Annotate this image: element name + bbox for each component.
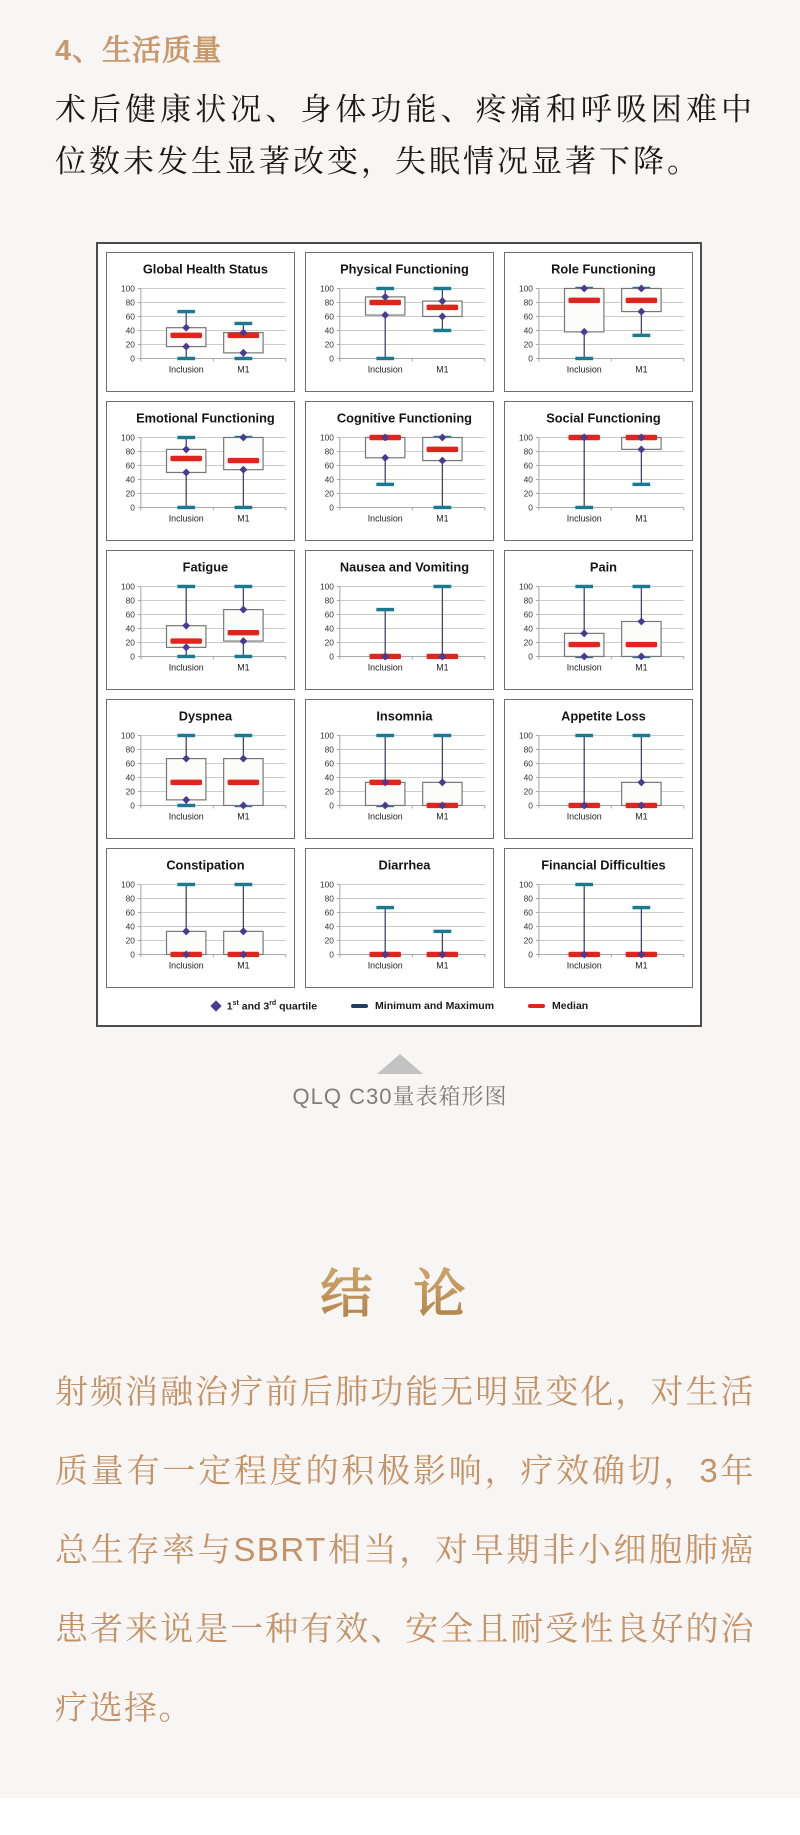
svg-text:Inclusion: Inclusion	[566, 364, 602, 375]
boxplot-svg	[306, 551, 493, 689]
svg-text:60: 60	[523, 460, 533, 471]
svg-text:Pain: Pain	[589, 559, 617, 575]
figure-caption: QLQ C30量表箱形图	[292, 1084, 508, 1109]
svg-text:Inclusion: Inclusion	[367, 364, 403, 375]
svg-text:0: 0	[528, 651, 533, 662]
svg-text:80: 80	[324, 297, 334, 308]
svg-text:M1: M1	[635, 662, 648, 673]
svg-text:0: 0	[528, 800, 533, 811]
svg-text:M1: M1	[635, 364, 648, 375]
svg-text:Inclusion: Inclusion	[566, 811, 602, 822]
panel-fatigue	[106, 550, 295, 690]
svg-text:60: 60	[125, 758, 135, 769]
svg-text:40: 40	[125, 623, 135, 634]
svg-text:60: 60	[523, 907, 533, 918]
svg-text:M1: M1	[436, 811, 449, 822]
svg-text:Diarrhea: Diarrhea	[378, 857, 431, 873]
svg-text:40: 40	[523, 623, 533, 634]
svg-text:60: 60	[125, 609, 135, 620]
figure-legend	[106, 995, 694, 1017]
boxplot-figure	[96, 242, 702, 1027]
svg-text:0: 0	[130, 502, 135, 513]
svg-text:20: 20	[324, 339, 334, 350]
svg-text:100: 100	[319, 730, 334, 741]
svg-text:M1: M1	[436, 364, 449, 375]
svg-text:80: 80	[125, 297, 135, 308]
panel-cognitive-functioning	[305, 401, 494, 541]
svg-text:Global Health Status: Global Health Status	[142, 261, 269, 277]
svg-text:M1: M1	[436, 513, 449, 524]
svg-text:100: 100	[120, 730, 135, 741]
panel-global-health-status	[106, 252, 295, 392]
svg-text:M1: M1	[237, 811, 250, 822]
svg-text:20: 20	[324, 786, 334, 797]
panel-insomnia	[305, 699, 494, 839]
svg-text:Inclusion: Inclusion	[566, 960, 602, 971]
svg-text:Inclusion: Inclusion	[367, 811, 403, 822]
svg-text:80: 80	[523, 893, 533, 904]
conclusion-paragraph: 射频消融治疗前后肺功能无明显变化，对生活质量有一定程度的积极影响，疗效确切，3年总生存率与SBRT相当，对早期非小细胞肺癌患者来说是一种有效、安全且耐受性良好的治疗选择。	[55, 1373, 755, 1726]
svg-text:Financial Difficulties: Financial Difficulties	[541, 857, 666, 873]
svg-text:Emotional Functioning: Emotional Functioning	[136, 410, 275, 426]
svg-text:20: 20	[523, 786, 533, 797]
svg-text:80: 80	[523, 744, 533, 755]
svg-text:40: 40	[125, 921, 135, 932]
svg-text:0: 0	[528, 949, 533, 960]
svg-text:40: 40	[125, 474, 135, 485]
svg-text:100: 100	[518, 581, 533, 592]
section-heading: 4、生活质量	[55, 35, 223, 67]
svg-text:0: 0	[130, 651, 135, 662]
svg-text:M1: M1	[635, 960, 648, 971]
boxplot-svg	[505, 402, 692, 540]
svg-text:40: 40	[523, 474, 533, 485]
svg-text:20: 20	[523, 339, 533, 350]
boxplot-svg	[107, 253, 294, 391]
panel-pain	[504, 550, 693, 690]
svg-text:20: 20	[125, 786, 135, 797]
svg-text:Inclusion: Inclusion	[367, 662, 403, 673]
svg-text:40: 40	[324, 325, 334, 336]
panel-role-functioning	[504, 252, 693, 392]
boxplot-svg	[306, 253, 493, 391]
svg-text:80: 80	[523, 297, 533, 308]
boxplot-svg	[306, 849, 493, 987]
svg-text:20: 20	[125, 935, 135, 946]
legend-dash-icon	[351, 1004, 368, 1008]
svg-text:60: 60	[324, 758, 334, 769]
svg-text:80: 80	[324, 744, 334, 755]
boxplot-svg	[107, 849, 294, 987]
quartile-diamond-icon	[210, 1000, 221, 1011]
legend-item-1	[351, 1000, 494, 1012]
svg-text:M1: M1	[237, 662, 250, 673]
panel-social-functioning	[504, 401, 693, 541]
svg-text:60: 60	[125, 907, 135, 918]
svg-text:40: 40	[125, 772, 135, 783]
svg-text:0: 0	[329, 949, 334, 960]
svg-text:20: 20	[324, 637, 334, 648]
svg-text:100: 100	[319, 879, 334, 890]
panel-diarrhea	[305, 848, 494, 988]
panel-physical-functioning	[305, 252, 494, 392]
svg-text:100: 100	[319, 581, 334, 592]
svg-text:40: 40	[324, 772, 334, 783]
svg-text:40: 40	[523, 772, 533, 783]
svg-text:20: 20	[523, 488, 533, 499]
svg-text:100: 100	[518, 432, 533, 443]
svg-text:100: 100	[120, 581, 135, 592]
svg-text:0: 0	[329, 651, 334, 662]
svg-text:M1: M1	[237, 960, 250, 971]
svg-text:0: 0	[329, 502, 334, 513]
svg-text:100: 100	[120, 879, 135, 890]
svg-text:80: 80	[523, 595, 533, 606]
svg-text:100: 100	[518, 879, 533, 890]
svg-text:100: 100	[120, 432, 135, 443]
svg-text:80: 80	[324, 893, 334, 904]
panel-appetite-loss	[504, 699, 693, 839]
legend-dash-icon	[528, 1004, 545, 1008]
svg-text:Physical Functioning: Physical Functioning	[340, 261, 469, 277]
svg-text:60: 60	[125, 460, 135, 471]
svg-text:Inclusion: Inclusion	[367, 960, 403, 971]
boxplot-svg	[505, 700, 692, 838]
svg-text:60: 60	[324, 311, 334, 322]
svg-text:M1: M1	[237, 513, 250, 524]
svg-text:100: 100	[120, 283, 135, 294]
svg-text:Inclusion: Inclusion	[168, 364, 204, 375]
boxplot-svg	[505, 551, 692, 689]
footer-strip	[0, 1798, 800, 1835]
svg-text:20: 20	[125, 637, 135, 648]
panel-emotional-functioning	[106, 401, 295, 541]
svg-text:40: 40	[324, 921, 334, 932]
svg-text:40: 40	[523, 921, 533, 932]
svg-text:80: 80	[125, 595, 135, 606]
svg-text:Inclusion: Inclusion	[168, 811, 204, 822]
svg-text:M1: M1	[237, 364, 250, 375]
panel-financial-difficulties	[504, 848, 693, 988]
svg-text:0: 0	[130, 800, 135, 811]
boxplot-svg	[505, 253, 692, 391]
svg-text:80: 80	[324, 595, 334, 606]
panel-nausea-and-vomiting	[305, 550, 494, 690]
svg-text:Constipation: Constipation	[166, 857, 245, 873]
svg-text:0: 0	[329, 800, 334, 811]
svg-text:40: 40	[324, 623, 334, 634]
svg-text:20: 20	[324, 488, 334, 499]
legend-label: Median	[552, 1000, 589, 1012]
svg-text:60: 60	[324, 460, 334, 471]
svg-text:Insomnia: Insomnia	[376, 708, 433, 724]
svg-text:40: 40	[324, 474, 334, 485]
svg-text:M1: M1	[635, 811, 648, 822]
svg-text:Inclusion: Inclusion	[168, 662, 204, 673]
svg-text:0: 0	[130, 353, 135, 364]
svg-text:100: 100	[518, 283, 533, 294]
svg-text:Nausea and Vomiting: Nausea and Vomiting	[339, 559, 470, 575]
legend-item-2	[528, 1000, 588, 1012]
svg-text:M1: M1	[436, 662, 449, 673]
svg-text:40: 40	[523, 325, 533, 336]
svg-text:100: 100	[319, 432, 334, 443]
svg-text:80: 80	[125, 893, 135, 904]
boxplot-svg	[107, 402, 294, 540]
conclusion-heading: 结 论	[0, 1252, 800, 1327]
boxplot-svg	[107, 551, 294, 689]
svg-text:Appetite Loss: Appetite Loss	[561, 708, 646, 724]
panel-dyspnea	[106, 699, 295, 839]
legend-item-0	[212, 1000, 317, 1013]
boxplot-svg	[107, 700, 294, 838]
svg-text:0: 0	[130, 949, 135, 960]
svg-text:60: 60	[523, 609, 533, 620]
svg-text:Role Functioning: Role Functioning	[551, 261, 656, 277]
svg-text:M1: M1	[635, 513, 648, 524]
svg-text:Inclusion: Inclusion	[168, 513, 204, 524]
legend-label: Minimum and Maximum	[375, 1000, 495, 1012]
svg-text:Fatigue: Fatigue	[182, 559, 229, 575]
svg-text:Cognitive Functioning: Cognitive Functioning	[336, 410, 472, 426]
svg-text:Inclusion: Inclusion	[367, 513, 403, 524]
svg-text:40: 40	[125, 325, 135, 336]
boxplot-svg	[505, 849, 692, 987]
boxplot-svg	[306, 402, 493, 540]
svg-text:100: 100	[518, 730, 533, 741]
svg-text:Social Functioning: Social Functioning	[546, 410, 661, 426]
svg-text:80: 80	[324, 446, 334, 457]
svg-text:60: 60	[523, 758, 533, 769]
svg-text:0: 0	[528, 502, 533, 513]
svg-text:M1: M1	[436, 960, 449, 971]
svg-text:80: 80	[125, 446, 135, 457]
svg-text:60: 60	[125, 311, 135, 322]
svg-text:Inclusion: Inclusion	[168, 960, 204, 971]
svg-text:60: 60	[324, 609, 334, 620]
svg-text:Inclusion: Inclusion	[566, 513, 602, 524]
legend-label: 1st and 3rd quartile	[226, 999, 318, 1013]
svg-text:20: 20	[523, 935, 533, 946]
svg-text:80: 80	[523, 446, 533, 457]
boxplot-svg	[306, 700, 493, 838]
svg-text:Inclusion: Inclusion	[566, 662, 602, 673]
panel-constipation	[106, 848, 295, 988]
svg-text:0: 0	[329, 353, 334, 364]
svg-text:20: 20	[324, 935, 334, 946]
svg-text:100: 100	[319, 283, 334, 294]
svg-text:20: 20	[125, 339, 135, 350]
caption-arrow-icon	[377, 1054, 423, 1074]
svg-text:0: 0	[528, 353, 533, 364]
svg-text:80: 80	[125, 744, 135, 755]
svg-text:60: 60	[523, 311, 533, 322]
section-paragraph: 术后健康状况、身体功能、疼痛和呼吸困难中位数未发生显著改变，失眠情况显著下降。	[55, 92, 755, 179]
svg-text:20: 20	[125, 488, 135, 499]
svg-text:20: 20	[523, 637, 533, 648]
svg-text:60: 60	[324, 907, 334, 918]
svg-text:Dyspnea: Dyspnea	[178, 708, 233, 724]
boxplot-panel-grid	[106, 252, 694, 988]
